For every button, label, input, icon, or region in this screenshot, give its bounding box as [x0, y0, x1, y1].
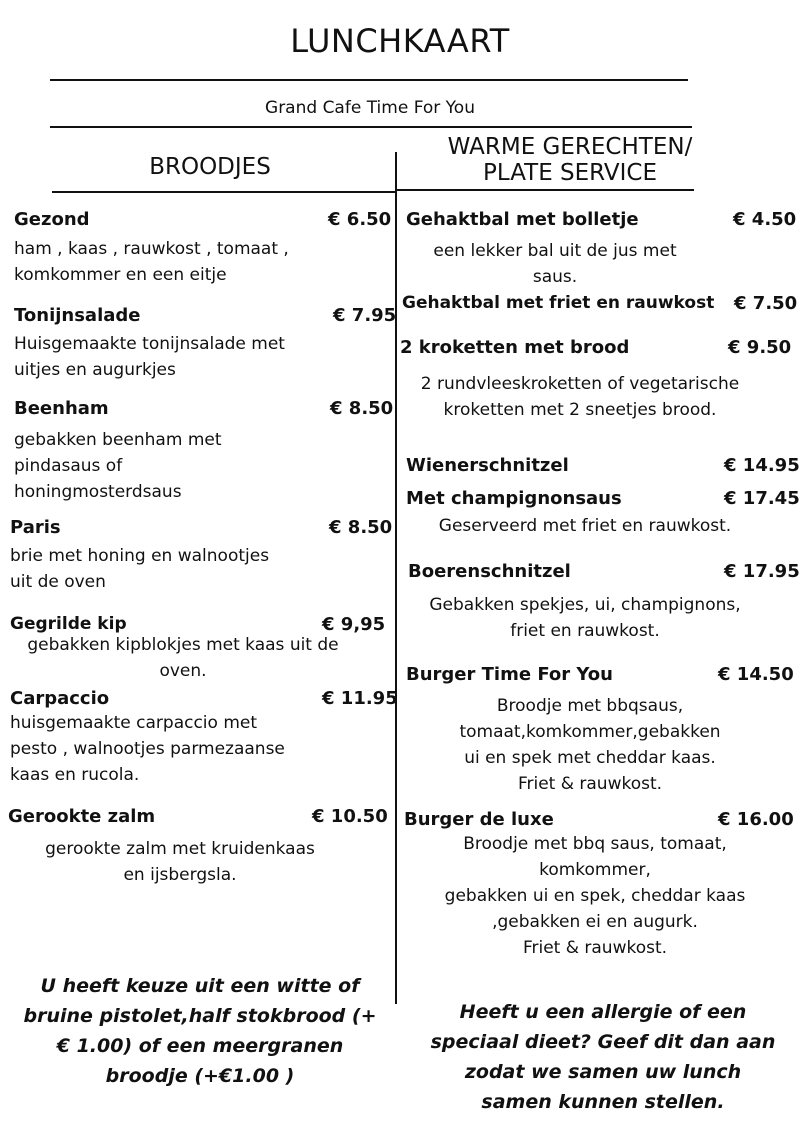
item-name: 2 kroketten met brood — [400, 337, 630, 358]
warm-heading-underline — [396, 189, 694, 191]
allergy-note: Heeft u een allergie of een speciaal dieet? Geef dit dan aan zodat we samen uw lunch samen kunnen stellen. — [430, 1001, 776, 1113]
item-name: Paris — [10, 517, 61, 538]
item-price: € 9,95 — [322, 614, 386, 635]
item-price: € 17.95 — [724, 561, 800, 582]
item-price: € 7.50 — [734, 293, 798, 314]
item-name: Beenham — [14, 398, 109, 419]
item-description: Gebakken spekjes, ui, champignons, friet en rauwkost. — [429, 595, 741, 641]
section-heading-warm-line1: WARME GERECHTEN/ — [447, 134, 693, 160]
item-price: € 4.50 — [733, 209, 797, 230]
item-description: 2 rundvleeskroketten of vegetarische kroketten met 2 sneetjes brood. — [420, 374, 740, 420]
item-description: Broodje met bbqsaus, tomaat,komkommer,gebakken ui en spek met cheddar kaas. Friet & rauwkost. — [459, 696, 721, 794]
broodjes-heading-underline — [52, 191, 396, 193]
item-name: Wienerschnitzel — [406, 455, 569, 476]
column-divider — [395, 152, 397, 1004]
item-description: Broodje met bbq saus, tomaat, komkommer, gebakken ui en spek, cheddar kaas ,gebakken ei en augurk. Friet & rauwkost. — [444, 834, 746, 958]
bread-choice-note: U heeft keuze uit een witte of bruine pistolet,half stokbrood (+ € 1.00) of een meergranen broodje (+€1.00 ) — [23, 975, 377, 1087]
item-description: Geserveerd met friet en rauwkost. — [438, 516, 732, 536]
title-divider — [50, 79, 688, 81]
item-price: € 14.95 — [724, 455, 800, 476]
item-name: Gezond — [14, 209, 90, 230]
item-name: Burger Time For You — [406, 664, 613, 685]
restaurant-name: Grand Cafe Time For You — [265, 98, 475, 118]
item-description: gebakken kipblokjes met kaas uit de oven. — [27, 635, 339, 681]
item-description: brie met honing en walnootjes uit de oven — [10, 546, 270, 592]
item-name: Carpaccio — [10, 688, 110, 709]
item-name: Gerookte zalm — [8, 806, 156, 827]
subtitle-divider — [50, 126, 692, 128]
item-name: Gegrilde kip — [10, 614, 127, 634]
item-name: Met champignonsaus — [406, 488, 622, 509]
item-name: Tonijnsalade — [14, 305, 141, 326]
item-price: € 17.45 — [724, 488, 800, 509]
item-description: Huisgemaakte tonijnsalade met uitjes en augurkjes — [14, 334, 285, 380]
item-price: € 9.50 — [728, 337, 792, 358]
item-price: € 11.95 — [322, 688, 398, 709]
item-description: gerookte zalm met kruidenkaas en ijsbergsla. — [45, 839, 315, 885]
item-price: € 16.00 — [718, 809, 794, 830]
item-price: € 6.50 — [328, 209, 392, 230]
page-title: LUNCHKAART — [290, 22, 510, 60]
item-price: € 10.50 — [312, 806, 388, 827]
section-heading-warm-line2: PLATE SERVICE — [482, 160, 658, 186]
item-name: Boerenschnitzel — [408, 561, 571, 582]
item-price: € 7.95 — [333, 305, 397, 326]
item-description: huisgemaakte carpaccio met pesto , walnootjes parmezaanse kaas en rucola. — [10, 713, 285, 785]
item-name: Gehaktbal met bolletje — [406, 209, 639, 230]
item-description: ham , kaas , rauwkost , tomaat , komkommer en een eitje — [14, 239, 289, 285]
item-name: Burger de luxe — [404, 809, 554, 830]
item-price: € 8.50 — [330, 398, 394, 419]
section-heading-broodjes: BROODJES — [149, 154, 271, 180]
item-description: gebakken beenham met pindasaus of honingmosterdsaus — [14, 430, 222, 502]
item-price: € 8.50 — [329, 517, 393, 538]
item-price: € 14.50 — [718, 664, 794, 685]
item-name: Gehaktbal met friet en rauwkost — [402, 293, 715, 313]
item-description: een lekker bal uit de jus met saus. — [433, 241, 677, 287]
